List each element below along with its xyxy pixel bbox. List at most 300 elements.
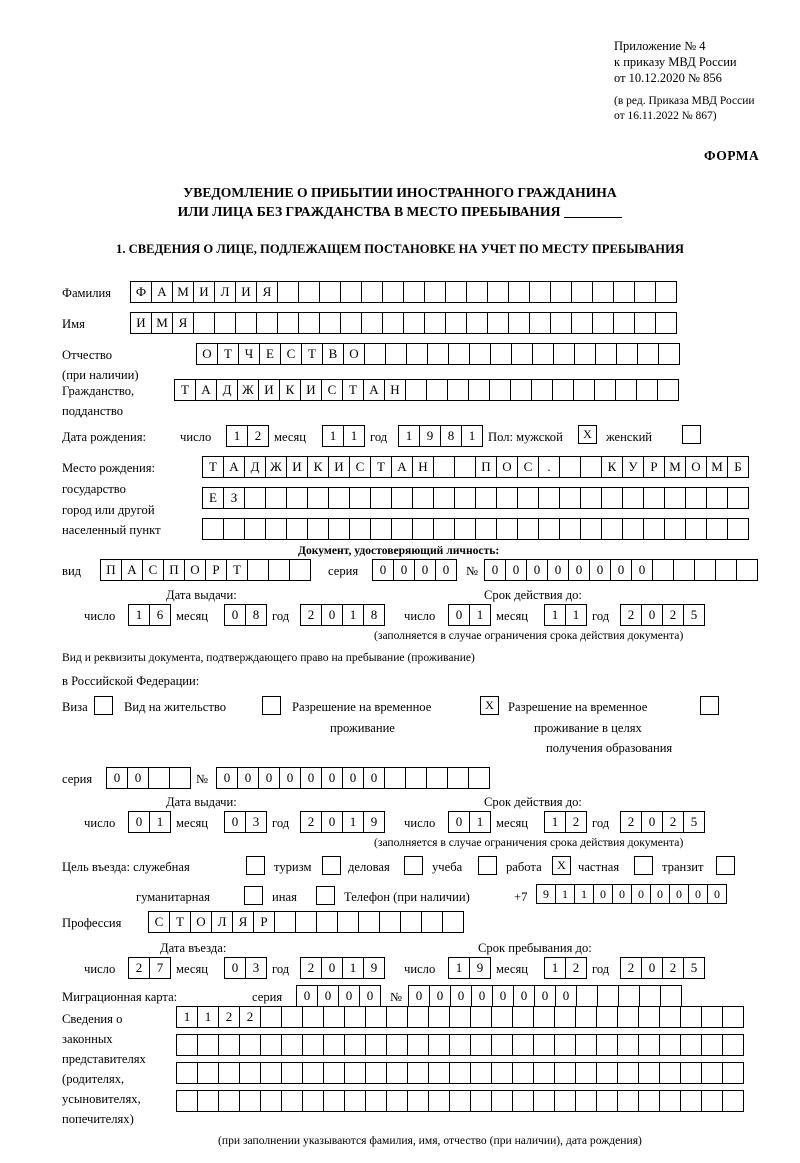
form-cell[interactable]: 3	[245, 957, 267, 979]
form-cell[interactable]: 1	[149, 811, 171, 833]
form-cell[interactable]: С	[349, 456, 371, 478]
form-cell[interactable]	[286, 487, 308, 509]
form-cell[interactable]: 1	[398, 425, 420, 447]
form-cell[interactable]: 1	[574, 884, 594, 904]
form-cell[interactable]: 0	[707, 884, 727, 904]
form-cell[interactable]	[328, 518, 350, 540]
form-cell[interactable]	[302, 1062, 324, 1084]
form-cell[interactable]	[176, 1034, 198, 1056]
doc-series-cells[interactable]	[372, 559, 456, 581]
form-cell[interactable]	[554, 1062, 576, 1084]
form-cell[interactable]: 2	[247, 425, 269, 447]
form-cell[interactable]	[337, 911, 359, 933]
form-cell[interactable]	[550, 312, 572, 334]
form-cell[interactable]	[295, 911, 317, 933]
edu-residence-checkbox[interactable]	[700, 696, 719, 715]
form-cell[interactable]: 0	[393, 559, 415, 581]
form-cell[interactable]: 0	[534, 985, 556, 1007]
form-cell[interactable]	[601, 487, 623, 509]
form-cell[interactable]	[469, 343, 491, 365]
form-cell[interactable]	[576, 985, 598, 1007]
form-cell[interactable]	[685, 518, 707, 540]
form-cell[interactable]	[533, 1062, 555, 1084]
form-cell[interactable]	[617, 1034, 639, 1056]
form-cell[interactable]: 0	[127, 767, 149, 789]
form-cell[interactable]: 1	[176, 1006, 198, 1028]
form-cell[interactable]: Ф	[130, 281, 152, 303]
form-cell[interactable]	[421, 911, 443, 933]
form-cell[interactable]	[475, 518, 497, 540]
form-cell[interactable]	[531, 379, 553, 401]
form-cell[interactable]	[344, 1034, 366, 1056]
permit-valid-day-cells[interactable]	[448, 811, 490, 833]
form-cell[interactable]: Т	[217, 343, 239, 365]
form-cell[interactable]: Т	[226, 559, 248, 581]
form-cell[interactable]	[637, 343, 659, 365]
form-cell[interactable]	[643, 487, 665, 509]
form-cell[interactable]	[298, 281, 320, 303]
form-cell[interactable]	[379, 911, 401, 933]
form-cell[interactable]	[323, 1090, 345, 1112]
form-cell[interactable]: 1	[448, 957, 470, 979]
form-cell[interactable]: 0	[372, 559, 394, 581]
form-cell[interactable]: 0	[224, 811, 246, 833]
form-cell[interactable]	[445, 312, 467, 334]
form-cell[interactable]	[406, 343, 428, 365]
legal-rep-row-4-cells[interactable]	[176, 1090, 743, 1112]
form-cell[interactable]: 1	[342, 811, 364, 833]
form-cell[interactable]	[426, 379, 448, 401]
form-cell[interactable]	[613, 312, 635, 334]
form-cell[interactable]: Т	[202, 456, 224, 478]
form-cell[interactable]	[386, 1034, 408, 1056]
form-cell[interactable]	[433, 456, 455, 478]
sex-female-checkbox[interactable]	[682, 425, 701, 444]
form-cell[interactable]	[244, 487, 266, 509]
form-cell[interactable]	[244, 518, 266, 540]
form-cell[interactable]	[407, 1090, 429, 1112]
stay-year-cells[interactable]	[620, 957, 704, 979]
form-cell[interactable]	[616, 343, 638, 365]
form-cell[interactable]	[428, 1034, 450, 1056]
form-cell[interactable]	[659, 1006, 681, 1028]
form-cell[interactable]: 0	[650, 884, 670, 904]
form-cell[interactable]	[454, 456, 476, 478]
form-cell[interactable]: Ж	[237, 379, 259, 401]
entry-year-cells[interactable]	[300, 957, 384, 979]
form-cell[interactable]: 2	[620, 957, 642, 979]
form-cell[interactable]	[617, 1090, 639, 1112]
form-cell[interactable]	[538, 487, 560, 509]
form-cell[interactable]	[596, 1034, 618, 1056]
form-cell[interactable]	[638, 1090, 660, 1112]
form-cell[interactable]	[727, 518, 749, 540]
form-cell[interactable]: 9	[363, 957, 385, 979]
form-cell[interactable]: 2	[300, 604, 322, 626]
form-cell[interactable]: 0	[300, 767, 322, 789]
form-cell[interactable]	[596, 1090, 618, 1112]
mcard-series-cells[interactable]	[296, 985, 380, 1007]
form-cell[interactable]: 0	[317, 985, 339, 1007]
form-cell[interactable]	[638, 1062, 660, 1084]
birthplace-row-2-cells[interactable]	[202, 487, 748, 509]
form-cell[interactable]	[659, 1090, 681, 1112]
form-cell[interactable]	[617, 1062, 639, 1084]
form-cell[interactable]	[407, 1062, 429, 1084]
form-cell[interactable]	[706, 487, 728, 509]
form-cell[interactable]	[449, 1006, 471, 1028]
form-cell[interactable]	[659, 1034, 681, 1056]
form-cell[interactable]: 0	[128, 811, 150, 833]
form-cell[interactable]: Р	[253, 911, 275, 933]
form-cell[interactable]: П	[163, 559, 185, 581]
form-cell[interactable]: Д	[244, 456, 266, 478]
form-cell[interactable]	[468, 767, 490, 789]
form-cell[interactable]	[412, 487, 434, 509]
form-cell[interactable]	[592, 281, 614, 303]
form-cell[interactable]	[491, 1034, 513, 1056]
form-cell[interactable]	[571, 312, 593, 334]
form-cell[interactable]	[361, 312, 383, 334]
form-cell[interactable]	[148, 767, 170, 789]
form-cell[interactable]: Л	[214, 281, 236, 303]
form-cell[interactable]	[659, 1062, 681, 1084]
form-cell[interactable]: 0	[641, 604, 663, 626]
form-cell[interactable]	[405, 379, 427, 401]
form-cell[interactable]	[512, 1006, 534, 1028]
form-cell[interactable]: 0	[338, 985, 360, 1007]
permit-valid-year-cells[interactable]	[620, 811, 704, 833]
form-cell[interactable]	[424, 312, 446, 334]
form-cell[interactable]: 5	[683, 604, 705, 626]
form-cell[interactable]	[302, 1034, 324, 1056]
form-cell[interactable]: Ж	[265, 456, 287, 478]
form-cell[interactable]: А	[121, 559, 143, 581]
form-cell[interactable]	[169, 767, 191, 789]
form-cell[interactable]	[470, 1034, 492, 1056]
form-cell[interactable]	[618, 985, 640, 1007]
form-cell[interactable]: О	[685, 456, 707, 478]
form-cell[interactable]: 2	[218, 1006, 240, 1028]
form-cell[interactable]: 0	[321, 811, 343, 833]
purpose-tourism-checkbox[interactable]	[322, 856, 341, 875]
form-cell[interactable]: 0	[631, 884, 651, 904]
form-cell[interactable]	[426, 767, 448, 789]
form-cell[interactable]	[454, 518, 476, 540]
form-cell[interactable]	[475, 487, 497, 509]
form-cell[interactable]: 2	[239, 1006, 261, 1028]
form-cell[interactable]	[268, 559, 290, 581]
form-cell[interactable]: 0	[237, 767, 259, 789]
form-cell[interactable]	[508, 312, 530, 334]
form-cell[interactable]: 0	[258, 767, 280, 789]
form-cell[interactable]	[344, 1062, 366, 1084]
form-cell[interactable]: 0	[279, 767, 301, 789]
form-cell[interactable]: 1	[565, 604, 587, 626]
form-cell[interactable]: Д	[216, 379, 238, 401]
form-cell[interactable]: 0	[359, 985, 381, 1007]
form-cell[interactable]: 0	[342, 767, 364, 789]
form-cell[interactable]: А	[223, 456, 245, 478]
form-cell[interactable]	[538, 518, 560, 540]
form-cell[interactable]	[428, 1062, 450, 1084]
sex-male-checkbox[interactable]: Х	[578, 425, 597, 444]
form-cell[interactable]	[559, 518, 581, 540]
form-cell[interactable]: 9	[419, 425, 441, 447]
form-cell[interactable]	[487, 312, 509, 334]
form-cell[interactable]: И	[235, 281, 257, 303]
form-cell[interactable]: 2	[662, 604, 684, 626]
mcard-number-cells[interactable]	[408, 985, 681, 1007]
form-cell[interactable]	[575, 1062, 597, 1084]
form-cell[interactable]	[664, 487, 686, 509]
form-cell[interactable]	[508, 281, 530, 303]
form-cell[interactable]: 0	[224, 604, 246, 626]
form-cell[interactable]	[487, 281, 509, 303]
form-cell[interactable]: О	[343, 343, 365, 365]
form-cell[interactable]	[176, 1090, 198, 1112]
form-cell[interactable]	[358, 911, 380, 933]
form-cell[interactable]: Р	[643, 456, 665, 478]
form-cell[interactable]	[657, 379, 679, 401]
permit-valid-month-cells[interactable]	[544, 811, 586, 833]
form-cell[interactable]: 0	[612, 884, 632, 904]
form-cell[interactable]: Т	[370, 456, 392, 478]
form-cell[interactable]: И	[258, 379, 280, 401]
form-cell[interactable]: 0	[408, 985, 430, 1007]
form-cell[interactable]: 0	[321, 767, 343, 789]
form-cell[interactable]	[307, 518, 329, 540]
form-cell[interactable]: 0	[555, 985, 577, 1007]
form-cell[interactable]	[340, 281, 362, 303]
form-cell[interactable]	[274, 911, 296, 933]
form-cell[interactable]	[454, 487, 476, 509]
form-cell[interactable]	[617, 1006, 639, 1028]
form-cell[interactable]: 0	[216, 767, 238, 789]
form-cell[interactable]: М	[151, 312, 173, 334]
form-cell[interactable]	[340, 312, 362, 334]
form-cell[interactable]: И	[300, 379, 322, 401]
form-cell[interactable]: 0	[669, 884, 689, 904]
form-cell[interactable]	[319, 312, 341, 334]
form-cell[interactable]: 1	[343, 425, 365, 447]
form-cell[interactable]: 5	[683, 811, 705, 833]
doc-valid-day-cells[interactable]	[448, 604, 490, 626]
form-cell[interactable]: Н	[412, 456, 434, 478]
form-cell[interactable]	[265, 518, 287, 540]
form-cell[interactable]: 0	[363, 767, 385, 789]
form-cell[interactable]: А	[151, 281, 173, 303]
form-cell[interactable]: Т	[169, 911, 191, 933]
form-cell[interactable]	[694, 559, 716, 581]
form-cell[interactable]	[197, 1090, 219, 1112]
form-cell[interactable]	[643, 518, 665, 540]
form-cell[interactable]	[634, 312, 656, 334]
form-cell[interactable]: А	[391, 456, 413, 478]
form-cell[interactable]	[468, 379, 490, 401]
birth-month-cells[interactable]	[322, 425, 364, 447]
form-cell[interactable]	[235, 312, 257, 334]
birth-day-cells[interactable]	[226, 425, 268, 447]
form-cell[interactable]	[533, 1090, 555, 1112]
form-cell[interactable]: 2	[620, 811, 642, 833]
form-cell[interactable]	[664, 518, 686, 540]
form-cell[interactable]	[680, 1034, 702, 1056]
form-cell[interactable]	[491, 1006, 513, 1028]
form-cell[interactable]	[722, 1006, 744, 1028]
form-cell[interactable]: Б	[727, 456, 749, 478]
form-cell[interactable]: 6	[149, 604, 171, 626]
form-cell[interactable]: З	[223, 487, 245, 509]
form-cell[interactable]	[442, 911, 464, 933]
form-cell[interactable]: К	[307, 456, 329, 478]
form-cell[interactable]	[655, 281, 677, 303]
purpose-business-checkbox[interactable]	[404, 856, 423, 875]
doc-valid-year-cells[interactable]	[620, 604, 704, 626]
form-cell[interactable]: Т	[174, 379, 196, 401]
form-cell[interactable]	[448, 343, 470, 365]
form-cell[interactable]: 0	[688, 884, 708, 904]
form-cell[interactable]	[316, 911, 338, 933]
form-cell[interactable]: 9	[469, 957, 491, 979]
form-cell[interactable]: О	[496, 456, 518, 478]
form-cell[interactable]	[218, 1062, 240, 1084]
form-cell[interactable]	[512, 1034, 534, 1056]
form-cell[interactable]	[511, 343, 533, 365]
form-cell[interactable]	[592, 312, 614, 334]
legal-rep-row-3-cells[interactable]	[176, 1062, 743, 1084]
form-cell[interactable]: В	[322, 343, 344, 365]
form-cell[interactable]	[197, 1034, 219, 1056]
form-cell[interactable]	[573, 379, 595, 401]
form-cell[interactable]	[736, 559, 758, 581]
form-cell[interactable]	[176, 1062, 198, 1084]
form-cell[interactable]	[532, 343, 554, 365]
form-cell[interactable]	[386, 1006, 408, 1028]
form-cell[interactable]	[400, 911, 422, 933]
form-cell[interactable]: П	[100, 559, 122, 581]
form-cell[interactable]: А	[195, 379, 217, 401]
form-cell[interactable]: 0	[224, 957, 246, 979]
form-cell[interactable]: С	[280, 343, 302, 365]
form-cell[interactable]	[615, 379, 637, 401]
form-cell[interactable]	[449, 1062, 471, 1084]
form-cell[interactable]: 0	[641, 811, 663, 833]
form-cell[interactable]	[655, 312, 677, 334]
form-cell[interactable]	[433, 518, 455, 540]
form-cell[interactable]	[365, 1034, 387, 1056]
phone-cells[interactable]	[536, 884, 726, 904]
form-cell[interactable]	[323, 1034, 345, 1056]
form-cell[interactable]: 2	[565, 957, 587, 979]
form-cell[interactable]	[571, 281, 593, 303]
form-cell[interactable]: 0	[610, 559, 632, 581]
form-cell[interactable]	[281, 1062, 303, 1084]
form-cell[interactable]: 0	[435, 559, 457, 581]
form-cell[interactable]	[470, 1006, 492, 1028]
form-cell[interactable]	[701, 1062, 723, 1084]
patronymic-cells[interactable]	[196, 343, 679, 365]
form-cell[interactable]: 0	[593, 884, 613, 904]
form-cell[interactable]	[554, 1006, 576, 1028]
form-cell[interactable]	[636, 379, 658, 401]
form-cell[interactable]: Т	[342, 379, 364, 401]
birth-year-cells[interactable]	[398, 425, 482, 447]
form-cell[interactable]	[658, 343, 680, 365]
form-cell[interactable]	[384, 767, 406, 789]
form-cell[interactable]: 1	[544, 957, 566, 979]
form-cell[interactable]	[554, 1034, 576, 1056]
purpose-other-checkbox[interactable]	[316, 886, 335, 905]
surname-cells[interactable]	[130, 281, 676, 303]
form-cell[interactable]	[639, 985, 661, 1007]
birthplace-row-1-cells[interactable]	[202, 456, 748, 478]
form-cell[interactable]	[529, 281, 551, 303]
form-cell[interactable]	[517, 518, 539, 540]
form-cell[interactable]: 1	[469, 604, 491, 626]
doc-number-cells[interactable]	[484, 559, 757, 581]
form-cell[interactable]	[391, 487, 413, 509]
form-cell[interactable]: 0	[471, 985, 493, 1007]
form-cell[interactable]: 0	[448, 604, 470, 626]
form-cell[interactable]: 1	[342, 957, 364, 979]
form-cell[interactable]	[722, 1090, 744, 1112]
form-cell[interactable]: 0	[321, 604, 343, 626]
purpose-service-checkbox[interactable]	[246, 856, 265, 875]
purpose-study-checkbox[interactable]	[478, 856, 497, 875]
form-cell[interactable]: 1	[544, 811, 566, 833]
form-cell[interactable]: 2	[620, 604, 642, 626]
form-cell[interactable]	[365, 1006, 387, 1028]
form-cell[interactable]	[660, 985, 682, 1007]
legal-rep-row-1-cells[interactable]	[176, 1006, 743, 1028]
form-cell[interactable]	[622, 518, 644, 540]
doc-issue-year-cells[interactable]	[300, 604, 384, 626]
form-cell[interactable]	[247, 559, 269, 581]
form-cell[interactable]	[638, 1034, 660, 1056]
form-cell[interactable]	[594, 379, 616, 401]
form-cell[interactable]	[634, 281, 656, 303]
form-cell[interactable]	[466, 281, 488, 303]
form-cell[interactable]: М	[172, 281, 194, 303]
form-cell[interactable]: 1	[128, 604, 150, 626]
form-cell[interactable]: 3	[245, 811, 267, 833]
form-cell[interactable]	[370, 518, 392, 540]
form-cell[interactable]: 0	[448, 811, 470, 833]
form-cell[interactable]	[596, 1006, 618, 1028]
form-cell[interactable]	[580, 456, 602, 478]
form-cell[interactable]: К	[279, 379, 301, 401]
form-cell[interactable]	[382, 312, 404, 334]
form-cell[interactable]: 0	[414, 559, 436, 581]
form-cell[interactable]: С	[148, 911, 170, 933]
form-cell[interactable]: 1	[226, 425, 248, 447]
form-cell[interactable]	[302, 1006, 324, 1028]
form-cell[interactable]	[428, 1090, 450, 1112]
form-cell[interactable]	[575, 1090, 597, 1112]
form-cell[interactable]	[580, 487, 602, 509]
birthplace-row-3-cells[interactable]	[202, 518, 748, 540]
form-cell[interactable]	[597, 985, 619, 1007]
form-cell[interactable]	[277, 281, 299, 303]
purpose-work-checkbox[interactable]: Х	[552, 856, 571, 875]
form-cell[interactable]: 0	[321, 957, 343, 979]
form-cell[interactable]	[559, 456, 581, 478]
form-cell[interactable]	[706, 518, 728, 540]
form-cell[interactable]	[491, 1062, 513, 1084]
form-cell[interactable]	[403, 281, 425, 303]
form-cell[interactable]	[445, 281, 467, 303]
